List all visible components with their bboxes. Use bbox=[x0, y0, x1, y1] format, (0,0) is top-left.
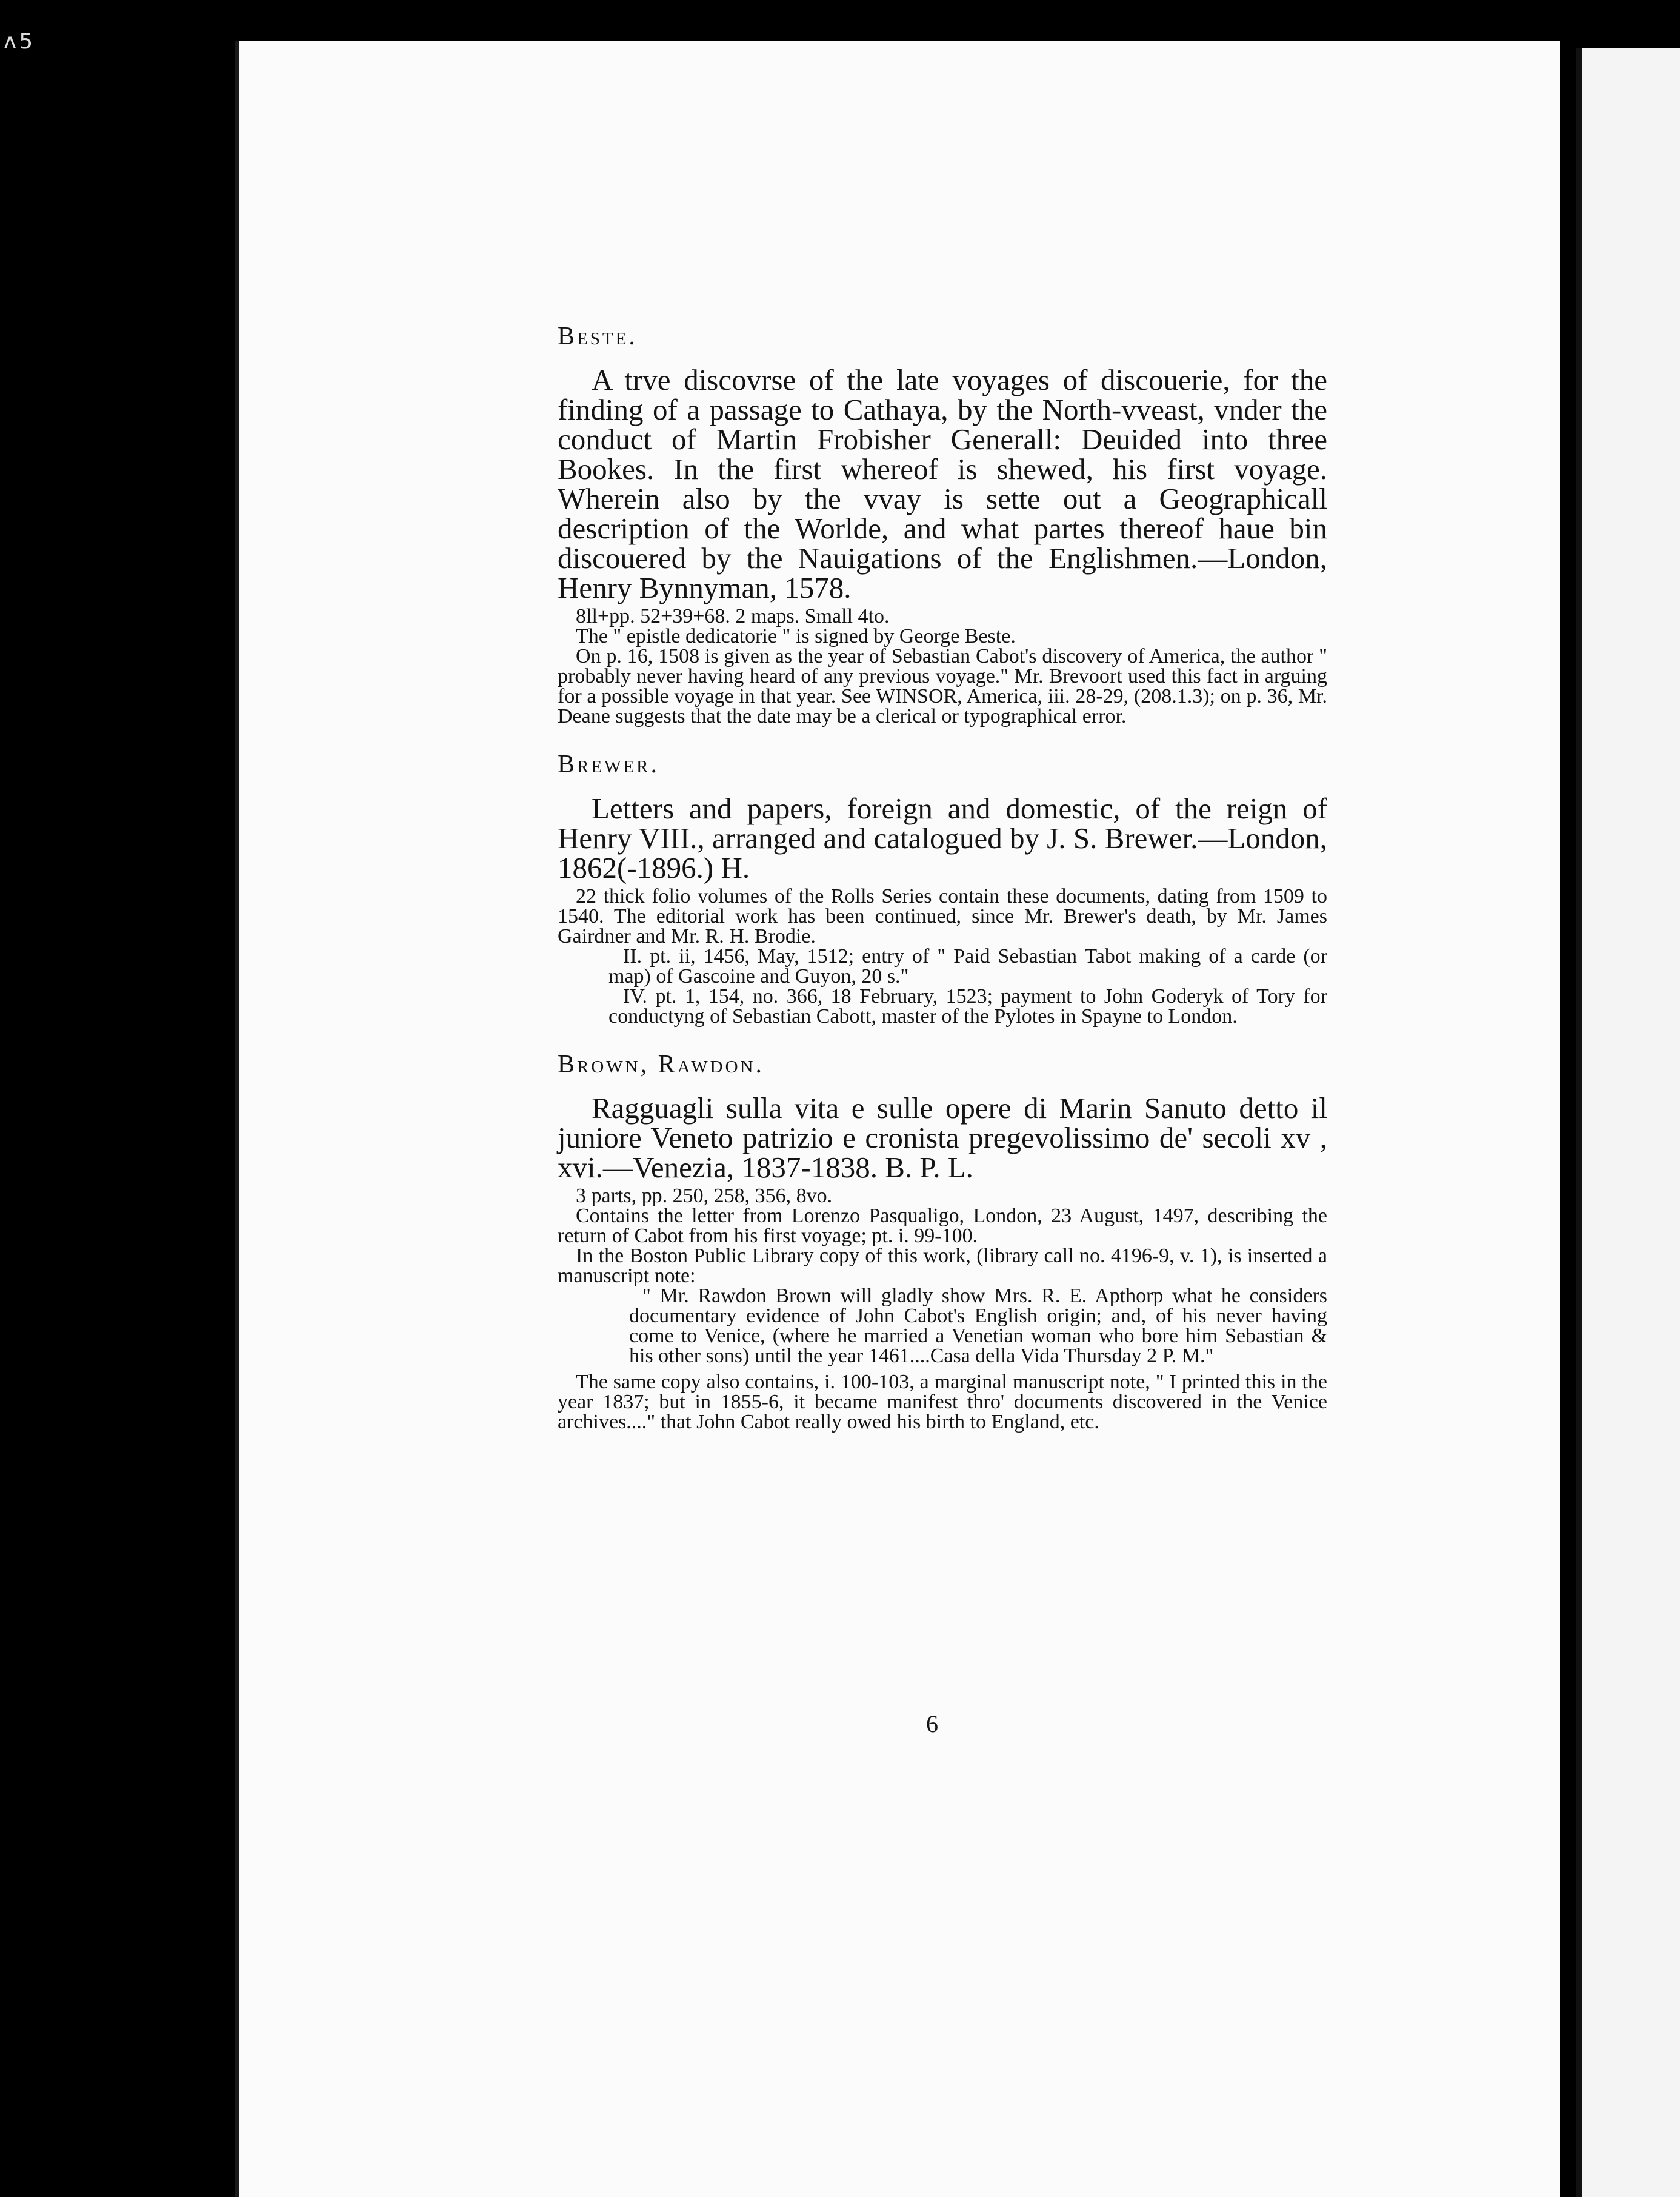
entry-note: The same copy also contains, i. 100-103, a marginal manuscript note, " I printed this in the year 1837; but in 1855-6, it became manifest thro' documents discovered in the Venice archives...." that John Cabot really owed his birth to England, etc. bbox=[558, 1371, 1327, 1434]
entry-heading: Brewer. bbox=[558, 751, 659, 779]
entry-brewer bbox=[558, 749, 1327, 1026]
entry-heading: Beste. bbox=[558, 323, 638, 350]
manuscript-quote: " Mr. Rawdon Brown will gladly show Mrs. R. E. Apthorp what he considers documentary evidence of John Cabot's English origin; and, of his never having come to Venice, (where he married a Venetian woman who bore him Sebastian & his other sons) until the year 1461....Casa della Vida Thursday 2 P. M." bbox=[629, 1285, 1327, 1368]
entry-note: 8ll+pp. 52+39+68. 2 maps. Small 4to. bbox=[576, 605, 890, 628]
entry-subnote: IV. pt. 1, 154, no. 366, 18 February, 1523; payment to John Goderyk of Tory for conductyng of Sebastian Cabott, master of the Pylotes in Spayne to London. bbox=[608, 985, 1327, 1028]
entry-title: Ragguagli sulla vita e sulle opere di Marin Sanuto detto il juniore Veneto patrizio e cronista pregevolissimo de' secoli xv , xvi.—Venezia, 1837-1838. B. P. L. bbox=[558, 1091, 1327, 1185]
bibliography-content bbox=[558, 321, 1327, 1455]
facing-page-edge bbox=[1576, 48, 1680, 2197]
entry-note: Contains the letter from Lorenzo Pasqualigo, London, 23 August, 1497, describing the return of Cabot from his first voyage; pt. i. 99-100. bbox=[558, 1205, 1327, 1248]
entry-subnote: II. pt. ii, 1456, May, 1512; entry of " Paid Sebastian Tabot making of a carde (or map) of Gascoine and Guyon, 20 s." bbox=[608, 945, 1327, 988]
page-number: 6 bbox=[926, 1710, 938, 1737]
scan-corner-mark: ʌ5 bbox=[4, 29, 36, 54]
entry-note: The " epistle dedicatorie " is signed by George Beste. bbox=[576, 625, 1016, 648]
entry-title: Letters and papers, foreign and domestic, of the reign of Henry VIII., arranged and catalogued by J. S. Brewer.—London, 1862(-1896.) H. bbox=[558, 791, 1328, 884]
entry-note: On p. 16, 1508 is given as the year of Sebastian Cabot's discovery of America, the author " probably never having heard of any previous voyage." Mr. Brevoort used this fact in arguing for a possible voyage in that year. See WINSOR, America, iii. 28-29, (208.1.3); on p. 36, Mr. Deane suggests that the date may be a clerical or typographical error. bbox=[558, 645, 1327, 728]
entry-note: In the Boston Public Library copy of this work, (library call no. 4196-9, v. 1), is inserted a manuscript note: bbox=[558, 1245, 1327, 1288]
entry-title: A trve discovrse of the late voyages of discouerie, for the finding of a passage to Cathaya, by the North-vveast, vnder the conduct of Martin Frobisher Generall: Deuided into three Bookes. In the first whereof is shewed, his first voyage. Wherein also by the vvay is sette out a Geographicall description of the Worlde, and what partes thereof haue bin discouered by the Nauigations of the Englishmen.—London, Henry Bynnyman, 1578. bbox=[558, 363, 1327, 605]
entry-note: 3 parts, pp. 250, 258, 356, 8vo. bbox=[576, 1185, 833, 1208]
entry-heading: Brown, Rawdon. bbox=[558, 1050, 764, 1078]
entry-note: 22 thick folio volumes of the Rolls Series contain these documents, dating from 1509 to 1540. The editorial work has been continued, since Mr. Brewer's death, by Mr. James Gairdner and Mr. R. H. Brodie. bbox=[558, 884, 1327, 948]
entry-beste bbox=[558, 321, 1327, 726]
entry-brown-rawdon bbox=[558, 1049, 1327, 1432]
